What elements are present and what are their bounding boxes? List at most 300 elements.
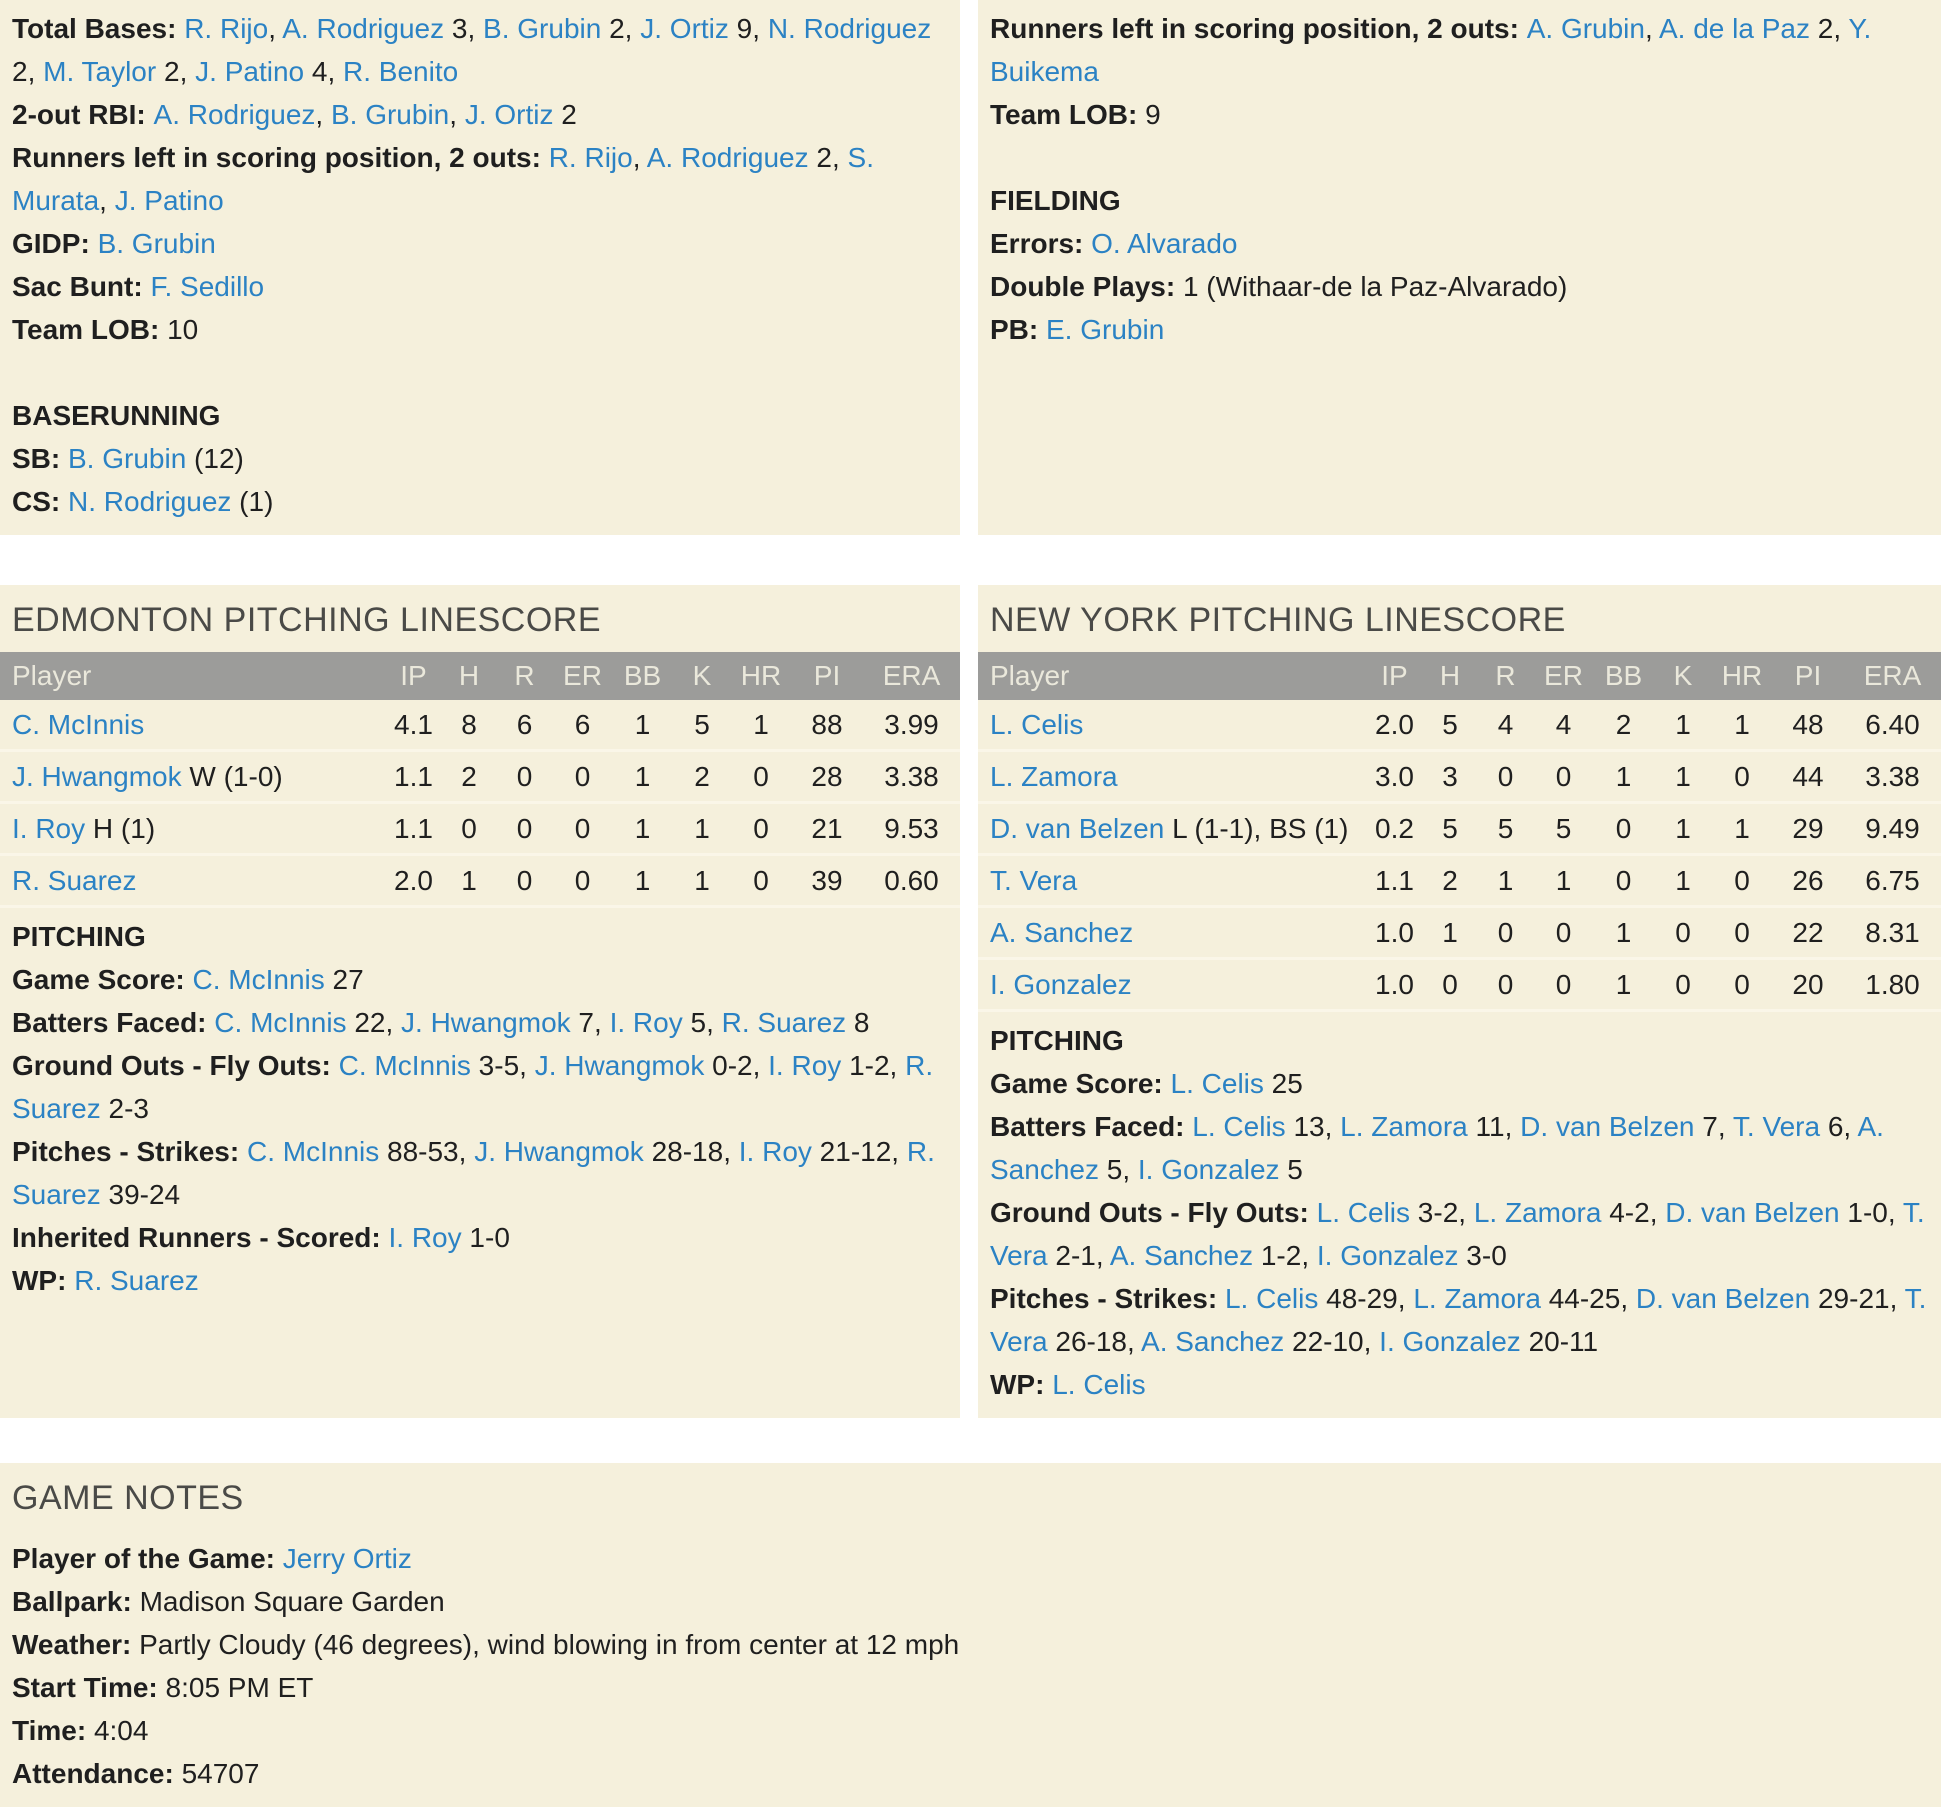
stat-cell: 0 bbox=[731, 855, 791, 907]
stat-label: PITCHING bbox=[990, 1025, 1124, 1056]
stat-label: PITCHING bbox=[12, 921, 146, 952]
stat-cell: 39 bbox=[791, 855, 863, 907]
stat-cell: 48 bbox=[1772, 700, 1844, 751]
stat-cell: 1 bbox=[731, 700, 791, 751]
stat-label: Batters Faced: bbox=[12, 1007, 215, 1038]
stat-value: 3-2, bbox=[1410, 1197, 1474, 1228]
player-link[interactable]: L. Celis bbox=[1224, 1283, 1319, 1314]
player-link[interactable]: D. van Belzen bbox=[990, 812, 1165, 844]
stat-cell: 20 bbox=[1772, 959, 1844, 1011]
player-link[interactable]: A. Rodriguez bbox=[282, 13, 445, 44]
stat-label: Weather: bbox=[12, 1629, 140, 1660]
stat-value: 4, bbox=[304, 56, 344, 87]
stat-value: 88-53, bbox=[379, 1136, 475, 1167]
stat-value: 2, bbox=[808, 142, 848, 173]
stat-cell: 88 bbox=[791, 700, 863, 751]
player-link[interactable]: M. Taylor bbox=[43, 56, 157, 87]
stat-value: 25 bbox=[1263, 1068, 1303, 1099]
pitcher-row bbox=[0, 751, 960, 803]
stat-value: 8 bbox=[846, 1007, 870, 1038]
player-link[interactable]: A. Sanchez bbox=[1109, 1240, 1254, 1271]
player-link[interactable]: I. Roy bbox=[388, 1222, 462, 1253]
stat-value: 5, bbox=[1098, 1154, 1138, 1185]
stat-label: Pitches - Strikes: bbox=[12, 1136, 247, 1167]
stat-value: 13, bbox=[1285, 1111, 1341, 1142]
player-link[interactable]: A. Sanchez bbox=[990, 1111, 1884, 1185]
player-link[interactable]: J. Hwangmok bbox=[474, 1136, 644, 1167]
pitcher-row bbox=[0, 855, 960, 907]
stat-cell: 1.1 bbox=[385, 751, 442, 803]
stat-cell: 6.75 bbox=[1844, 855, 1941, 907]
stat-value: 20-11 bbox=[1520, 1326, 1599, 1357]
stat-cell: 0 bbox=[1477, 959, 1534, 1011]
away-pitching-panel bbox=[0, 585, 960, 1418]
player-link[interactable]: C. McInnis bbox=[12, 708, 145, 740]
stat-cell: 1 bbox=[442, 855, 496, 907]
stat-value: 4-2, bbox=[1601, 1197, 1666, 1228]
column-header-hr: HR bbox=[731, 652, 791, 700]
player-link[interactable]: I. Gonzalez bbox=[1137, 1154, 1280, 1185]
stat-label: Runners left in scoring position, 2 outs: bbox=[990, 13, 1527, 44]
stat-value: 1-0 bbox=[461, 1222, 510, 1253]
player-link[interactable]: C. McInnis bbox=[192, 964, 325, 995]
player-link[interactable]: A. Grubin bbox=[1526, 13, 1645, 44]
stat-cell: 1 bbox=[1712, 803, 1772, 855]
stat-cell: 8.31 bbox=[1844, 907, 1941, 959]
player-link[interactable]: S. Murata bbox=[12, 142, 874, 216]
player-link[interactable]: R. Rijo bbox=[184, 13, 269, 44]
stat-cell: 3.38 bbox=[863, 751, 960, 803]
player-link[interactable]: Jerry Ortiz bbox=[282, 1543, 412, 1574]
player-link[interactable]: F. Sedillo bbox=[150, 271, 265, 302]
stat-cell: 44 bbox=[1772, 751, 1844, 803]
player-link[interactable]: I. Gonzalez bbox=[1379, 1326, 1521, 1357]
stat-line bbox=[990, 93, 1927, 136]
stat-cell: 5 bbox=[1477, 803, 1534, 855]
stat-cell: 6.40 bbox=[1844, 700, 1941, 751]
stat-line bbox=[990, 308, 1927, 351]
home-batting-lines bbox=[978, 0, 1941, 363]
player-link[interactable]: R. Suarez bbox=[12, 1050, 934, 1124]
pitcher-row bbox=[978, 959, 1941, 1011]
stat-value: 6, bbox=[1820, 1111, 1858, 1142]
stat-cell: 6 bbox=[496, 700, 553, 751]
player-link[interactable]: I. Gonzalez bbox=[1316, 1240, 1459, 1271]
player-link[interactable]: L. Zamora bbox=[1473, 1197, 1602, 1228]
column-header-player: Player bbox=[978, 652, 1366, 700]
stat-label: Start Time: bbox=[12, 1672, 166, 1703]
stat-cell: 22 bbox=[1772, 907, 1844, 959]
stat-line bbox=[12, 222, 946, 265]
player-link[interactable]: L. Celis bbox=[1316, 1197, 1411, 1228]
pitcher-cell bbox=[0, 855, 385, 907]
stat-value: 2-3 bbox=[100, 1093, 149, 1124]
stat-label: Time: bbox=[12, 1715, 94, 1746]
pitching-linescore-row bbox=[0, 585, 1941, 1418]
stat-value: 2, bbox=[12, 56, 44, 87]
stat-line bbox=[12, 136, 946, 222]
stat-value: 2, bbox=[156, 56, 196, 87]
column-header-er: ER bbox=[553, 652, 612, 700]
away-pitching-table bbox=[0, 652, 960, 908]
player-link[interactable]: N. Rodriguez bbox=[767, 13, 932, 44]
player-link[interactable]: R. Suarez bbox=[721, 1007, 847, 1038]
column-header-pi: PI bbox=[1772, 652, 1844, 700]
column-header-era: ERA bbox=[1844, 652, 1941, 700]
player-link[interactable]: B. Grubin bbox=[97, 228, 216, 259]
player-link[interactable]: A. Rodriguez bbox=[646, 142, 809, 173]
column-header-h: H bbox=[1423, 652, 1477, 700]
player-link[interactable]: L. Zamora bbox=[1413, 1283, 1541, 1314]
stat-line bbox=[12, 1130, 946, 1216]
stat-value: , bbox=[1644, 13, 1659, 44]
player-link[interactable]: R. Suarez bbox=[12, 864, 137, 896]
player-link[interactable]: J. Ortiz bbox=[464, 99, 554, 130]
away-pitching-title: EDMONTON PITCHING LINESCORE bbox=[12, 601, 602, 639]
player-link[interactable]: J. Hwangmok bbox=[12, 760, 182, 792]
player-link[interactable]: L. Zamora bbox=[1340, 1111, 1468, 1142]
blank-line bbox=[990, 136, 1927, 179]
pitcher-row bbox=[978, 700, 1941, 751]
stat-label: WP: bbox=[990, 1369, 1053, 1400]
home-batting-fielding-panel bbox=[978, 0, 1941, 535]
stat-line bbox=[12, 958, 946, 1001]
stat-value: 2, bbox=[601, 13, 641, 44]
player-link[interactable]: A. Rodriguez bbox=[153, 99, 316, 130]
stat-cell: 3.0 bbox=[1366, 751, 1423, 803]
stat-cell: 1 bbox=[1654, 855, 1712, 907]
stat-cell: 4 bbox=[1534, 700, 1593, 751]
stat-value: 7, bbox=[570, 1007, 610, 1038]
stat-cell: 1.80 bbox=[1844, 959, 1941, 1011]
player-link[interactable]: J. Hwangmok bbox=[401, 1007, 571, 1038]
stat-cell: 2.0 bbox=[1366, 700, 1423, 751]
stat-label: Batters Faced: bbox=[990, 1111, 1193, 1142]
column-header-pi: PI bbox=[791, 652, 863, 700]
stat-line bbox=[990, 7, 1927, 93]
table-header-row bbox=[978, 652, 1941, 700]
player-link[interactable]: L. Celis bbox=[1192, 1111, 1286, 1142]
stat-value: 22, bbox=[346, 1007, 402, 1038]
player-link[interactable]: J. Ortiz bbox=[640, 13, 729, 44]
column-header-k: K bbox=[673, 652, 731, 700]
stat-value: 54707 bbox=[181, 1758, 260, 1789]
player-link[interactable]: I. Roy bbox=[768, 1050, 842, 1081]
pitcher-row bbox=[978, 803, 1941, 855]
player-link[interactable]: I. Roy bbox=[12, 812, 86, 844]
stat-cell: 1 bbox=[612, 803, 673, 855]
stat-value: 5 bbox=[1279, 1154, 1303, 1185]
player-link[interactable]: N. Rodriguez bbox=[68, 486, 232, 517]
player-link[interactable]: L. Celis bbox=[1170, 1068, 1264, 1099]
stat-cell: 3.38 bbox=[1844, 751, 1941, 803]
stat-cell: 0.60 bbox=[863, 855, 960, 907]
stat-value: 8:05 PM ET bbox=[165, 1672, 314, 1703]
stat-cell: 1 bbox=[673, 855, 731, 907]
stat-line bbox=[990, 222, 1927, 265]
player-link[interactable]: I. Gonzalez bbox=[990, 968, 1132, 1000]
stat-label: CS: bbox=[12, 486, 68, 517]
table-header-row bbox=[0, 652, 960, 700]
home-pitching-table bbox=[978, 652, 1941, 1012]
stat-cell: 26 bbox=[1772, 855, 1844, 907]
stat-value: 39-24 bbox=[100, 1179, 181, 1210]
stat-label: Ground Outs - Fly Outs: bbox=[990, 1197, 1317, 1228]
stat-label: Runners left in scoring position, 2 outs: bbox=[12, 142, 549, 173]
stat-value: 9 bbox=[1145, 99, 1161, 130]
stat-cell: 0 bbox=[1593, 803, 1654, 855]
stat-cell: 5 bbox=[1423, 700, 1477, 751]
stat-label: Attendance: bbox=[12, 1758, 182, 1789]
pitcher-decision-note: H (1) bbox=[85, 812, 156, 844]
stat-label: Total Bases: bbox=[12, 13, 185, 44]
stat-cell: 1 bbox=[1654, 803, 1712, 855]
player-link[interactable]: T. Vera bbox=[990, 1283, 1927, 1357]
stat-cell: 0 bbox=[553, 803, 612, 855]
pitcher-row bbox=[0, 803, 960, 855]
stat-line bbox=[12, 1580, 1927, 1623]
stat-cell: 2.0 bbox=[385, 855, 442, 907]
player-link[interactable]: A. Sanchez bbox=[1141, 1326, 1285, 1357]
player-link[interactable]: B. Grubin bbox=[483, 13, 602, 44]
stat-label: 2-out RBI: bbox=[12, 99, 154, 130]
stat-value: Partly Cloudy (46 degrees), wind blowing in from center at 12 mph bbox=[139, 1629, 960, 1660]
stat-value: Madison Square Garden bbox=[139, 1586, 445, 1617]
stat-value: 9, bbox=[728, 13, 768, 44]
stat-label: Ballpark: bbox=[12, 1586, 140, 1617]
stat-value: 5, bbox=[682, 1007, 722, 1038]
stat-line bbox=[12, 394, 946, 437]
stat-value: 29-21, bbox=[1810, 1283, 1905, 1314]
player-link[interactable]: E. Grubin bbox=[1046, 314, 1165, 345]
stat-line bbox=[12, 437, 946, 480]
stat-cell: 0 bbox=[731, 803, 791, 855]
player-link[interactable]: R. Suarez bbox=[12, 1136, 935, 1210]
column-header-era: ERA bbox=[863, 652, 960, 700]
stat-label: BASERUNNING bbox=[12, 400, 221, 431]
player-link[interactable]: D. van Belzen bbox=[1635, 1283, 1811, 1314]
stat-cell: 21 bbox=[791, 803, 863, 855]
stat-line bbox=[12, 1623, 1927, 1666]
stat-cell: 0 bbox=[442, 803, 496, 855]
stat-value: 22-10, bbox=[1284, 1326, 1380, 1357]
stat-value: , bbox=[315, 99, 331, 130]
player-link[interactable]: J. Hwangmok bbox=[534, 1050, 705, 1081]
stat-label: SB: bbox=[12, 443, 68, 474]
stat-line bbox=[12, 265, 946, 308]
player-link[interactable]: O. Alvarado bbox=[1091, 228, 1238, 259]
pitcher-row bbox=[978, 751, 1941, 803]
player-link[interactable]: L. Celis bbox=[1052, 1369, 1146, 1400]
player-link[interactable]: B. Grubin bbox=[68, 443, 187, 474]
stat-value: 3-5, bbox=[470, 1050, 535, 1081]
stat-value: 3-0 bbox=[1458, 1240, 1507, 1271]
stat-line bbox=[12, 1259, 946, 1302]
pitcher-decision-note: W (1-0) bbox=[181, 760, 283, 792]
stat-value: 4:04 bbox=[93, 1715, 149, 1746]
stat-value: 21-12, bbox=[811, 1136, 907, 1167]
player-link[interactable]: C. McInnis bbox=[246, 1136, 380, 1167]
player-link[interactable]: I. Roy bbox=[738, 1136, 812, 1167]
stat-value: (12) bbox=[186, 443, 244, 474]
home-pitching-panel bbox=[978, 585, 1941, 1418]
player-link[interactable]: J. Patino bbox=[195, 56, 305, 87]
stat-cell: 0 bbox=[1593, 855, 1654, 907]
stat-line bbox=[12, 480, 946, 523]
player-link[interactable]: T. Vera bbox=[990, 864, 1078, 896]
game-notes-title: GAME NOTES bbox=[12, 1479, 244, 1517]
player-link[interactable]: B. Grubin bbox=[330, 99, 450, 130]
stat-cell: 1 bbox=[1534, 855, 1593, 907]
stat-cell: 0 bbox=[1654, 959, 1712, 1011]
pitcher-row bbox=[978, 907, 1941, 959]
stat-value: 26-18, bbox=[1047, 1326, 1142, 1357]
stat-label: Player of the Game: bbox=[12, 1543, 283, 1574]
player-link[interactable]: J. Patino bbox=[114, 185, 224, 216]
away-batting-notes-panel bbox=[0, 0, 960, 535]
blank-line bbox=[12, 351, 946, 394]
player-link[interactable]: C. McInnis bbox=[338, 1050, 471, 1081]
stat-cell: 1 bbox=[1593, 907, 1654, 959]
stat-line bbox=[990, 179, 1927, 222]
player-link[interactable]: R. Suarez bbox=[74, 1265, 199, 1296]
stat-cell: 5 bbox=[1534, 803, 1593, 855]
pitcher-cell bbox=[0, 751, 385, 803]
column-header-ip: IP bbox=[1366, 652, 1423, 700]
stat-line bbox=[12, 1044, 946, 1130]
stat-cell: 0 bbox=[1534, 751, 1593, 803]
stat-cell: 0 bbox=[496, 803, 553, 855]
away-batting-lines bbox=[0, 0, 960, 535]
stat-cell: 0 bbox=[1534, 907, 1593, 959]
player-link[interactable]: D. van Belzen bbox=[1520, 1111, 1695, 1142]
player-link[interactable]: R. Rijo bbox=[548, 142, 633, 173]
pitcher-row bbox=[0, 700, 960, 751]
stat-value: , bbox=[449, 99, 465, 130]
stat-line bbox=[12, 308, 946, 351]
player-link[interactable]: D. van Belzen bbox=[1665, 1197, 1840, 1228]
stat-cell: 1.1 bbox=[385, 803, 442, 855]
stat-cell: 3 bbox=[1423, 751, 1477, 803]
player-link[interactable]: T. Vera bbox=[990, 1197, 1925, 1271]
pitcher-cell bbox=[978, 803, 1366, 855]
stat-value: , bbox=[99, 185, 115, 216]
player-link[interactable]: L. Zamora bbox=[990, 760, 1118, 792]
stat-cell: 0 bbox=[731, 751, 791, 803]
column-header-r: R bbox=[1477, 652, 1534, 700]
stat-line bbox=[990, 1105, 1927, 1191]
stat-cell: 1 bbox=[1654, 700, 1712, 751]
player-link[interactable]: A. de la Paz bbox=[1659, 13, 1810, 44]
stat-cell: 29 bbox=[1772, 803, 1844, 855]
stat-label: Pitches - Strikes: bbox=[990, 1283, 1225, 1314]
stat-line bbox=[12, 1216, 946, 1259]
stat-line bbox=[12, 1752, 1927, 1795]
column-header-bb: BB bbox=[1593, 652, 1654, 700]
stat-cell: 1.0 bbox=[1366, 959, 1423, 1011]
stat-value: 1-2, bbox=[1253, 1240, 1317, 1271]
stat-value: 48-29, bbox=[1318, 1283, 1414, 1314]
stat-label: Ground Outs - Fly Outs: bbox=[12, 1050, 339, 1081]
player-link[interactable]: C. McInnis bbox=[214, 1007, 347, 1038]
stat-cell: 0 bbox=[1712, 959, 1772, 1011]
stat-cell: 1 bbox=[612, 855, 673, 907]
player-link[interactable]: R. Benito bbox=[343, 56, 459, 87]
stat-cell: 0 bbox=[496, 855, 553, 907]
home-pitching-title: NEW YORK PITCHING LINESCORE bbox=[990, 601, 1566, 639]
column-header-ip: IP bbox=[385, 652, 442, 700]
pitcher-cell bbox=[0, 700, 385, 751]
stat-line bbox=[990, 1277, 1927, 1363]
stat-line bbox=[12, 7, 946, 93]
stat-label: Game Score: bbox=[12, 964, 193, 995]
stat-cell: 0 bbox=[1712, 855, 1772, 907]
stat-cell: 0 bbox=[1423, 959, 1477, 1011]
game-notes-row bbox=[0, 1463, 1941, 1807]
stat-value: , bbox=[268, 13, 283, 44]
stat-cell: 4.1 bbox=[385, 700, 442, 751]
player-link[interactable]: T. Vera bbox=[1732, 1111, 1821, 1142]
stat-cell: 0.2 bbox=[1366, 803, 1423, 855]
stat-cell: 0 bbox=[553, 751, 612, 803]
stat-value: 10 bbox=[167, 314, 199, 345]
pitcher-cell bbox=[978, 700, 1366, 751]
stat-cell: 28 bbox=[791, 751, 863, 803]
stat-cell: 0 bbox=[1712, 751, 1772, 803]
pitcher-cell bbox=[978, 907, 1366, 959]
stat-line bbox=[990, 1191, 1927, 1277]
column-header-bb: BB bbox=[612, 652, 673, 700]
stat-cell: 1 bbox=[1423, 907, 1477, 959]
stat-cell: 0 bbox=[496, 751, 553, 803]
stat-line bbox=[12, 1001, 946, 1044]
stat-label: FIELDING bbox=[990, 185, 1121, 216]
stat-cell: 0 bbox=[1712, 907, 1772, 959]
column-header-hr: HR bbox=[1712, 652, 1772, 700]
player-link[interactable]: L. Celis bbox=[990, 708, 1084, 740]
column-header-k: K bbox=[1654, 652, 1712, 700]
stat-value: 1 (Withaar-de la Paz-Alvarado) bbox=[1182, 271, 1568, 302]
pitcher-decision-note: L (1-1), BS (1) bbox=[1164, 812, 1349, 844]
stat-cell: 2 bbox=[1593, 700, 1654, 751]
stat-label: Errors: bbox=[990, 228, 1092, 259]
column-header-player: Player bbox=[0, 652, 385, 700]
pitcher-cell bbox=[978, 959, 1366, 1011]
player-link[interactable]: A. Sanchez bbox=[990, 916, 1134, 948]
stat-cell: 2 bbox=[673, 751, 731, 803]
stat-label: Inherited Runners - Scored: bbox=[12, 1222, 389, 1253]
stat-line bbox=[12, 1709, 1927, 1752]
stat-label: GIDP: bbox=[12, 228, 98, 259]
player-link[interactable]: I. Roy bbox=[609, 1007, 683, 1038]
column-header-er: ER bbox=[1534, 652, 1593, 700]
stat-cell: 1 bbox=[612, 700, 673, 751]
stat-cell: 5 bbox=[1423, 803, 1477, 855]
stat-cell: 1 bbox=[673, 803, 731, 855]
stat-line bbox=[12, 1666, 1927, 1709]
stat-cell: 0 bbox=[1534, 959, 1593, 1011]
stat-cell: 1.1 bbox=[1366, 855, 1423, 907]
stat-cell: 1 bbox=[1477, 855, 1534, 907]
pitcher-cell bbox=[0, 803, 385, 855]
stat-cell: 0 bbox=[1654, 907, 1712, 959]
stat-label: Team LOB: bbox=[990, 99, 1146, 130]
stat-label: Sac Bunt: bbox=[12, 271, 151, 302]
stat-cell: 1.0 bbox=[1366, 907, 1423, 959]
stat-value: 27 bbox=[324, 964, 364, 995]
player-link[interactable]: Y. Buikema bbox=[990, 13, 1872, 87]
stat-cell: 3.99 bbox=[863, 700, 960, 751]
